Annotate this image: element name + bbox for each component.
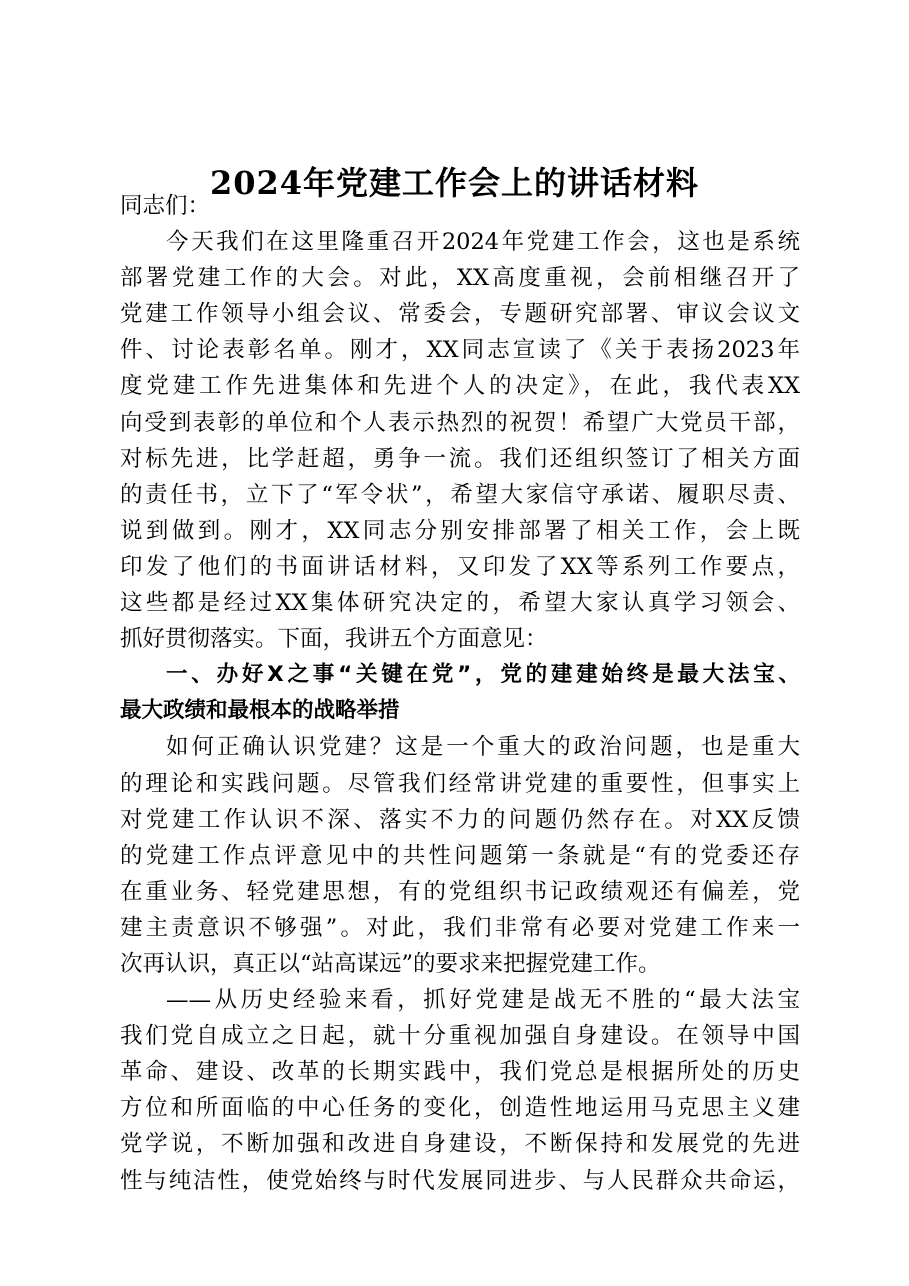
paragraph-line: 件、讨论表彰名单。刚才，XX同志宣读了《关于表扬2023年	[120, 337, 800, 364]
document-title: 2024年党建工作会上的讲话材料	[209, 164, 700, 202]
paragraph-line: 的理论和实践问题。尽管我们经常讲党建的重要性，但事实上	[120, 770, 800, 797]
paragraph-line: 对党建工作认识不深、落实不力的问题仍然存在。对XX反馈	[120, 806, 800, 833]
paragraph-line: 方位和所面临的中心任务的变化，创造性地运用马克思主义建	[120, 1095, 800, 1122]
paragraph-line: 部署党建工作的大会。对此，XX高度重视，会前相继召开了	[120, 265, 800, 292]
paragraph-line: 向受到表彰的单位和个人表示热烈的祝贺！希望广大党员干部，	[120, 409, 800, 436]
paragraph-line: 的责任书，立下了“军令状”，希望大家信守承诺、履职尽责、	[120, 481, 800, 508]
paragraph-line: ——从历史经验来看，抓好党建是战无不胜的“最大法宝	[166, 987, 800, 1014]
paragraph-line: 性与纯洁性，使党始终与时代发展同进步、与人民群众共命运，	[120, 1167, 800, 1194]
paragraph-line: 党建工作领导小组会议、常委会，专题研究部署、审议会议文	[120, 301, 800, 328]
paragraph-line: 抓好贯彻落实。下面，我讲五个方面意见：	[120, 626, 548, 653]
section-heading-line: 一、办好X之事“关键在党”，党的建建始终是最大法宝、	[166, 662, 800, 688]
paragraph-line: 如何正确认识党建？这是一个重大的政治问题，也是重大	[166, 734, 800, 761]
paragraph-line: 次再认识，真正以“站高谋远”的要求来把握党建工作。	[120, 950, 661, 977]
paragraph-line: 印发了他们的书面讲话材料，又印发了XX等系列工作要点，	[120, 553, 800, 580]
paragraph-line: 我们党自成立之日起，就十分重视加强自身建设。在领导中国	[120, 1023, 800, 1050]
paragraph-line: 对标先进，比学赶超，勇争一流。我们还组织签订了相关方面	[120, 445, 800, 472]
paragraph-line: 党学说，不断加强和改进自身建设，不断保持和发展党的先进	[120, 1131, 800, 1158]
section-heading-line: 最大政绩和最根本的战略举措	[120, 698, 400, 724]
paragraph-line: 的党建工作点评意见中的共性问题第一条就是“有的党委还存	[120, 842, 800, 869]
paragraph-line: 这些都是经过XX集体研究决定的，希望大家认真学习领会、	[120, 590, 800, 617]
paragraph-line: 说到做到。刚才，XX同志分别安排部署了相关工作，会上既	[120, 517, 800, 544]
paragraph-line: 革命、建设、改革的长期实践中，我们党总是根据所处的历史	[120, 1059, 800, 1086]
paragraph-line: 建主责意识不够强”。对此，我们非常有必要对党建工作来一	[120, 914, 800, 941]
paragraph-line: 同志们：	[120, 193, 211, 219]
paragraph-line: 今天我们在这里隆重召开2024年党建工作会，这也是系统	[166, 229, 800, 256]
paragraph-line: 在重业务、轻党建思想，有的党组织书记政绩观还有偏差，党	[120, 878, 800, 905]
document-body	[120, 188, 800, 1199]
paragraph-line: 度党建工作先进集体和先进个人的决定》，在此，我代表XX	[120, 373, 800, 400]
